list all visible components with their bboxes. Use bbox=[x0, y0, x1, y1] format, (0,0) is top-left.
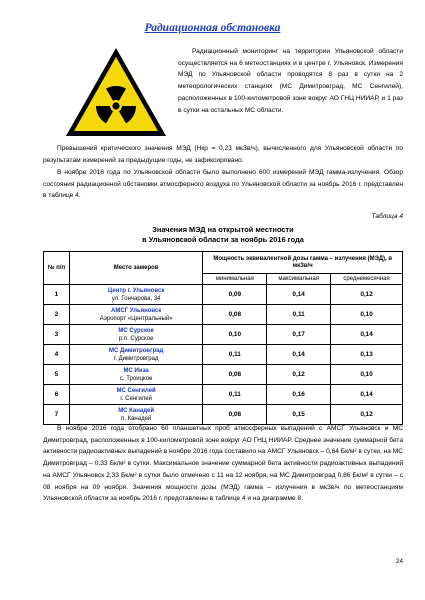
min-value: 0,11 bbox=[203, 345, 267, 365]
col-header-avg: среднемесячная bbox=[331, 274, 403, 285]
max-value: 0,11 bbox=[267, 305, 331, 325]
site-location: г. Димитровград bbox=[113, 355, 159, 362]
row-number: 7 bbox=[44, 405, 70, 425]
site-name: МС Инза bbox=[123, 367, 149, 374]
max-value: 0,12 bbox=[267, 365, 331, 385]
site-location: Аэропорт «Центральный» bbox=[99, 315, 173, 322]
site-name: МС Канадей bbox=[118, 407, 155, 414]
site-name: МС Димитровград bbox=[108, 347, 164, 354]
avg-value: 0,10 bbox=[331, 365, 403, 385]
paragraph-critical-value: Превышений критического значения МЭД (Нкр = 0,23 мкЗв/ч), вычисленного для Ульяновской области по результатам измерений за предыдущие годы, не зафиксировано. bbox=[43, 145, 403, 164]
site-cell bbox=[69, 345, 202, 365]
table-row bbox=[44, 325, 403, 345]
site-name: МС Сурское bbox=[118, 327, 154, 334]
min-value: 0,08 bbox=[203, 405, 267, 425]
site-cell bbox=[69, 285, 202, 305]
max-value: 0,14 bbox=[267, 345, 331, 365]
paragraph-measurements: В ноябре 2016 года по Ульяновской области было выполнено 600 измерений МЭД гамма-излучения. Обзор состояния радиационной обстановки атмосферного воздуха по Ульяновской области за ноябрь 2016 г. представлен в таблице 4. bbox=[43, 169, 403, 200]
row-number: 1 bbox=[44, 285, 70, 305]
table-row bbox=[44, 305, 403, 325]
max-value: 0,14 bbox=[267, 285, 331, 305]
col-header-group: Мощность эквивалентной дозы гамма – излучения (МЭД), в мкЗв/ч bbox=[203, 252, 403, 274]
site-cell bbox=[69, 325, 202, 345]
col-header-site: Место замеров bbox=[69, 252, 202, 285]
page-number: 24 bbox=[395, 558, 403, 565]
table-row bbox=[44, 285, 403, 305]
site-name: АМСГ Ульяновск bbox=[111, 307, 162, 314]
min-value: 0,10 bbox=[203, 325, 267, 345]
table-label: Таблица 4 bbox=[371, 213, 403, 220]
site-name: МС Сенгилей bbox=[116, 387, 156, 394]
max-value: 0,16 bbox=[267, 385, 331, 405]
paragraph-fallout: В ноябре 2016 года отобрано 60 планшетных проб атмосферных выпадений с АМСГ Ульяновск и МС Димитровград, расположенных в 100-километровой зоне вокруг АО ГНЦ НИИАР. Среднее значение суммарной бета активности радиоактивных выпадений в ноябре 2016 года составило на АМСГ Ульяновск – 0,64 Бк/м² в сутки, на МС Димитровград – 0,33 Бк/м² в сутки. Максимальное значение суммарной бета активности радиоактивных выпадений на АМСГ Ульяновск 2,33 Бк/м² в сутки было отмечено с 11 на 12 ноября, на МС Димитровград 0,86 Бк/м² в сутки – с 08 ноября на 09 ноября. Значения мощности дозы (МЭД) гамма – излучения в мкЗв/ч по метеостанциям Ульяновской области за ноябрь 2016 г. представлены в таблице 4 и на диаграмме 8. bbox=[43, 425, 403, 503]
site-location: р.п. Сурское bbox=[118, 335, 154, 342]
avg-value: 0,14 bbox=[331, 325, 403, 345]
min-value: 0,11 bbox=[203, 385, 267, 405]
row-number: 5 bbox=[44, 365, 70, 385]
avg-value: 0,10 bbox=[331, 305, 403, 325]
site-cell bbox=[69, 365, 202, 385]
row-number: 2 bbox=[44, 305, 70, 325]
row-number: 4 bbox=[44, 345, 70, 365]
avg-value: 0,12 bbox=[331, 405, 403, 425]
site-location: п. Канадей bbox=[121, 415, 152, 422]
row-number: 6 bbox=[44, 385, 70, 405]
table-title-line1: Значения МЭД на открытой местности bbox=[152, 225, 294, 234]
table-title bbox=[43, 225, 403, 245]
site-name: Центр г. Ульяновск bbox=[107, 287, 165, 294]
min-value: 0,09 bbox=[203, 285, 267, 305]
site-location: с. Троицкое bbox=[119, 375, 153, 382]
col-header-min: минимальная bbox=[203, 274, 267, 285]
table-row bbox=[44, 405, 403, 425]
intro-paragraph: Радиационный мониторинг на территории Ульяновской области осуществляется на 6 метеостанциях и в центре г. Ульяновск. Измерения МЭД по Ульяновской области проводятся 8 раз в сутки на 2 метеорологических станциях (МС Димитровград, МС Сенгилей), расположенных в 100-километровой зоне вокруг АО ГНЦ НИИАР, и 1 раз в сутки на остальных МС области. bbox=[178, 48, 403, 114]
max-value: 0,17 bbox=[267, 325, 331, 345]
row-number: 3 bbox=[44, 325, 70, 345]
table-row bbox=[44, 345, 403, 365]
table-title-line2: в Ульяновской области за ноябрь 2016 года bbox=[142, 235, 304, 244]
site-cell bbox=[69, 385, 202, 405]
dose-rate-table bbox=[43, 251, 403, 425]
min-value: 0,08 bbox=[203, 305, 267, 325]
page-title: Радиационная обстановка bbox=[144, 22, 281, 34]
col-header-number: № п/п bbox=[44, 252, 70, 285]
avg-value: 0,14 bbox=[331, 385, 403, 405]
avg-value: 0,13 bbox=[331, 345, 403, 365]
radiation-warning-icon bbox=[64, 46, 168, 138]
table-row bbox=[44, 385, 403, 405]
max-value: 0,15 bbox=[267, 405, 331, 425]
col-header-max: максимальная bbox=[267, 274, 331, 285]
avg-value: 0,12 bbox=[331, 285, 403, 305]
min-value: 0,08 bbox=[203, 365, 267, 385]
table-row bbox=[44, 365, 403, 385]
site-cell bbox=[69, 305, 202, 325]
site-location: г. Сенгилей bbox=[120, 395, 152, 402]
site-cell bbox=[69, 405, 202, 425]
site-location: ул. Гончарова, 34 bbox=[111, 295, 161, 302]
